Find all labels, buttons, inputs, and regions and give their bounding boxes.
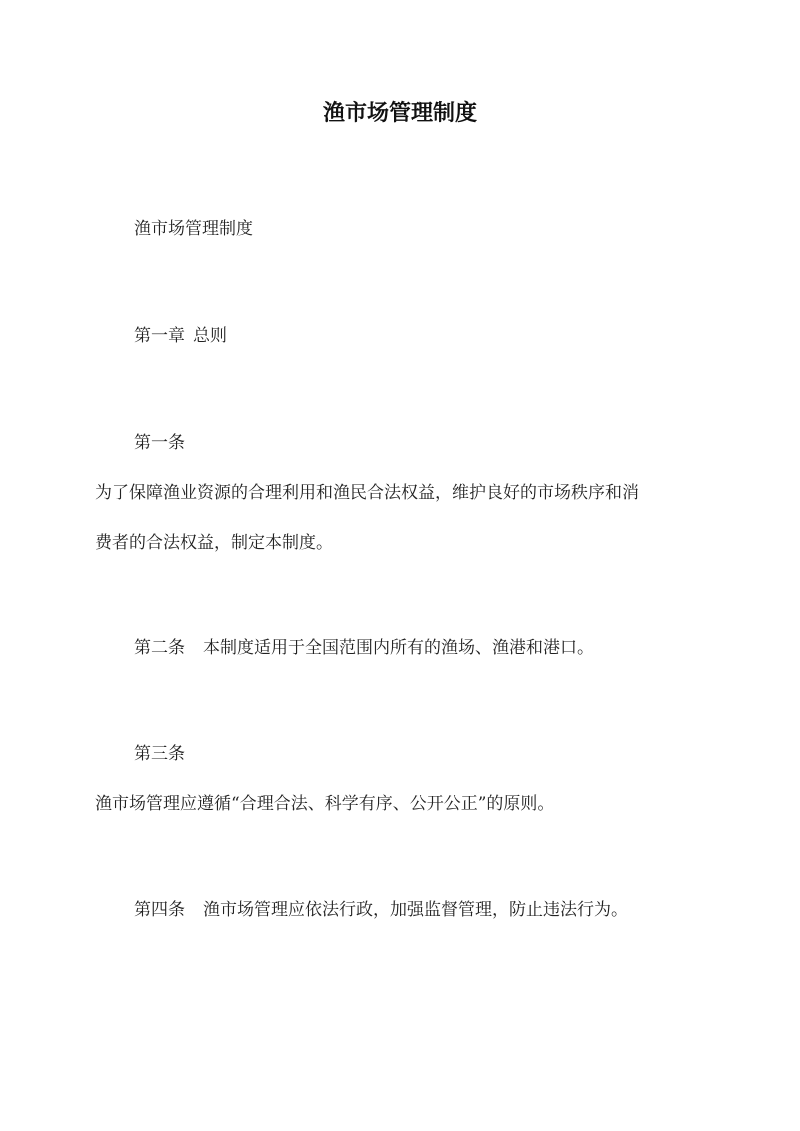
document-subtitle: 渔市场管理制度 bbox=[134, 219, 253, 239]
article-3-label: 第三条 bbox=[134, 744, 185, 764]
document-title: 渔市场管理制度 bbox=[322, 100, 477, 126]
article-4-label: 第四条 bbox=[134, 900, 185, 920]
article-4-text: 渔市场管理应依法行政，加强监督管理，防止违法行为。 bbox=[203, 900, 628, 920]
article-1-line-1: 为了保障渔业资源的合理利用和渔民合法权益，维护良好的市场秩序和消 bbox=[95, 483, 639, 503]
chapter-name: 总则 bbox=[193, 326, 227, 346]
chapter-label: 第一章 bbox=[134, 326, 185, 346]
article-2-label: 第二条 bbox=[134, 638, 185, 658]
article-1-line-2: 费者的合法权益，制定本制度。 bbox=[95, 533, 333, 553]
article-4 bbox=[0, 897, 800, 923]
article-2-text: 本制度适用于全国范围内所有的渔场、渔港和港口。 bbox=[203, 638, 594, 658]
article-1-label: 第一条 bbox=[134, 433, 185, 453]
chapter-heading bbox=[0, 323, 800, 349]
article-3-text: 渔市场管理应遵循“合理合法、科学有序、公开公正”的原则。 bbox=[95, 794, 555, 814]
article-2 bbox=[0, 635, 800, 661]
